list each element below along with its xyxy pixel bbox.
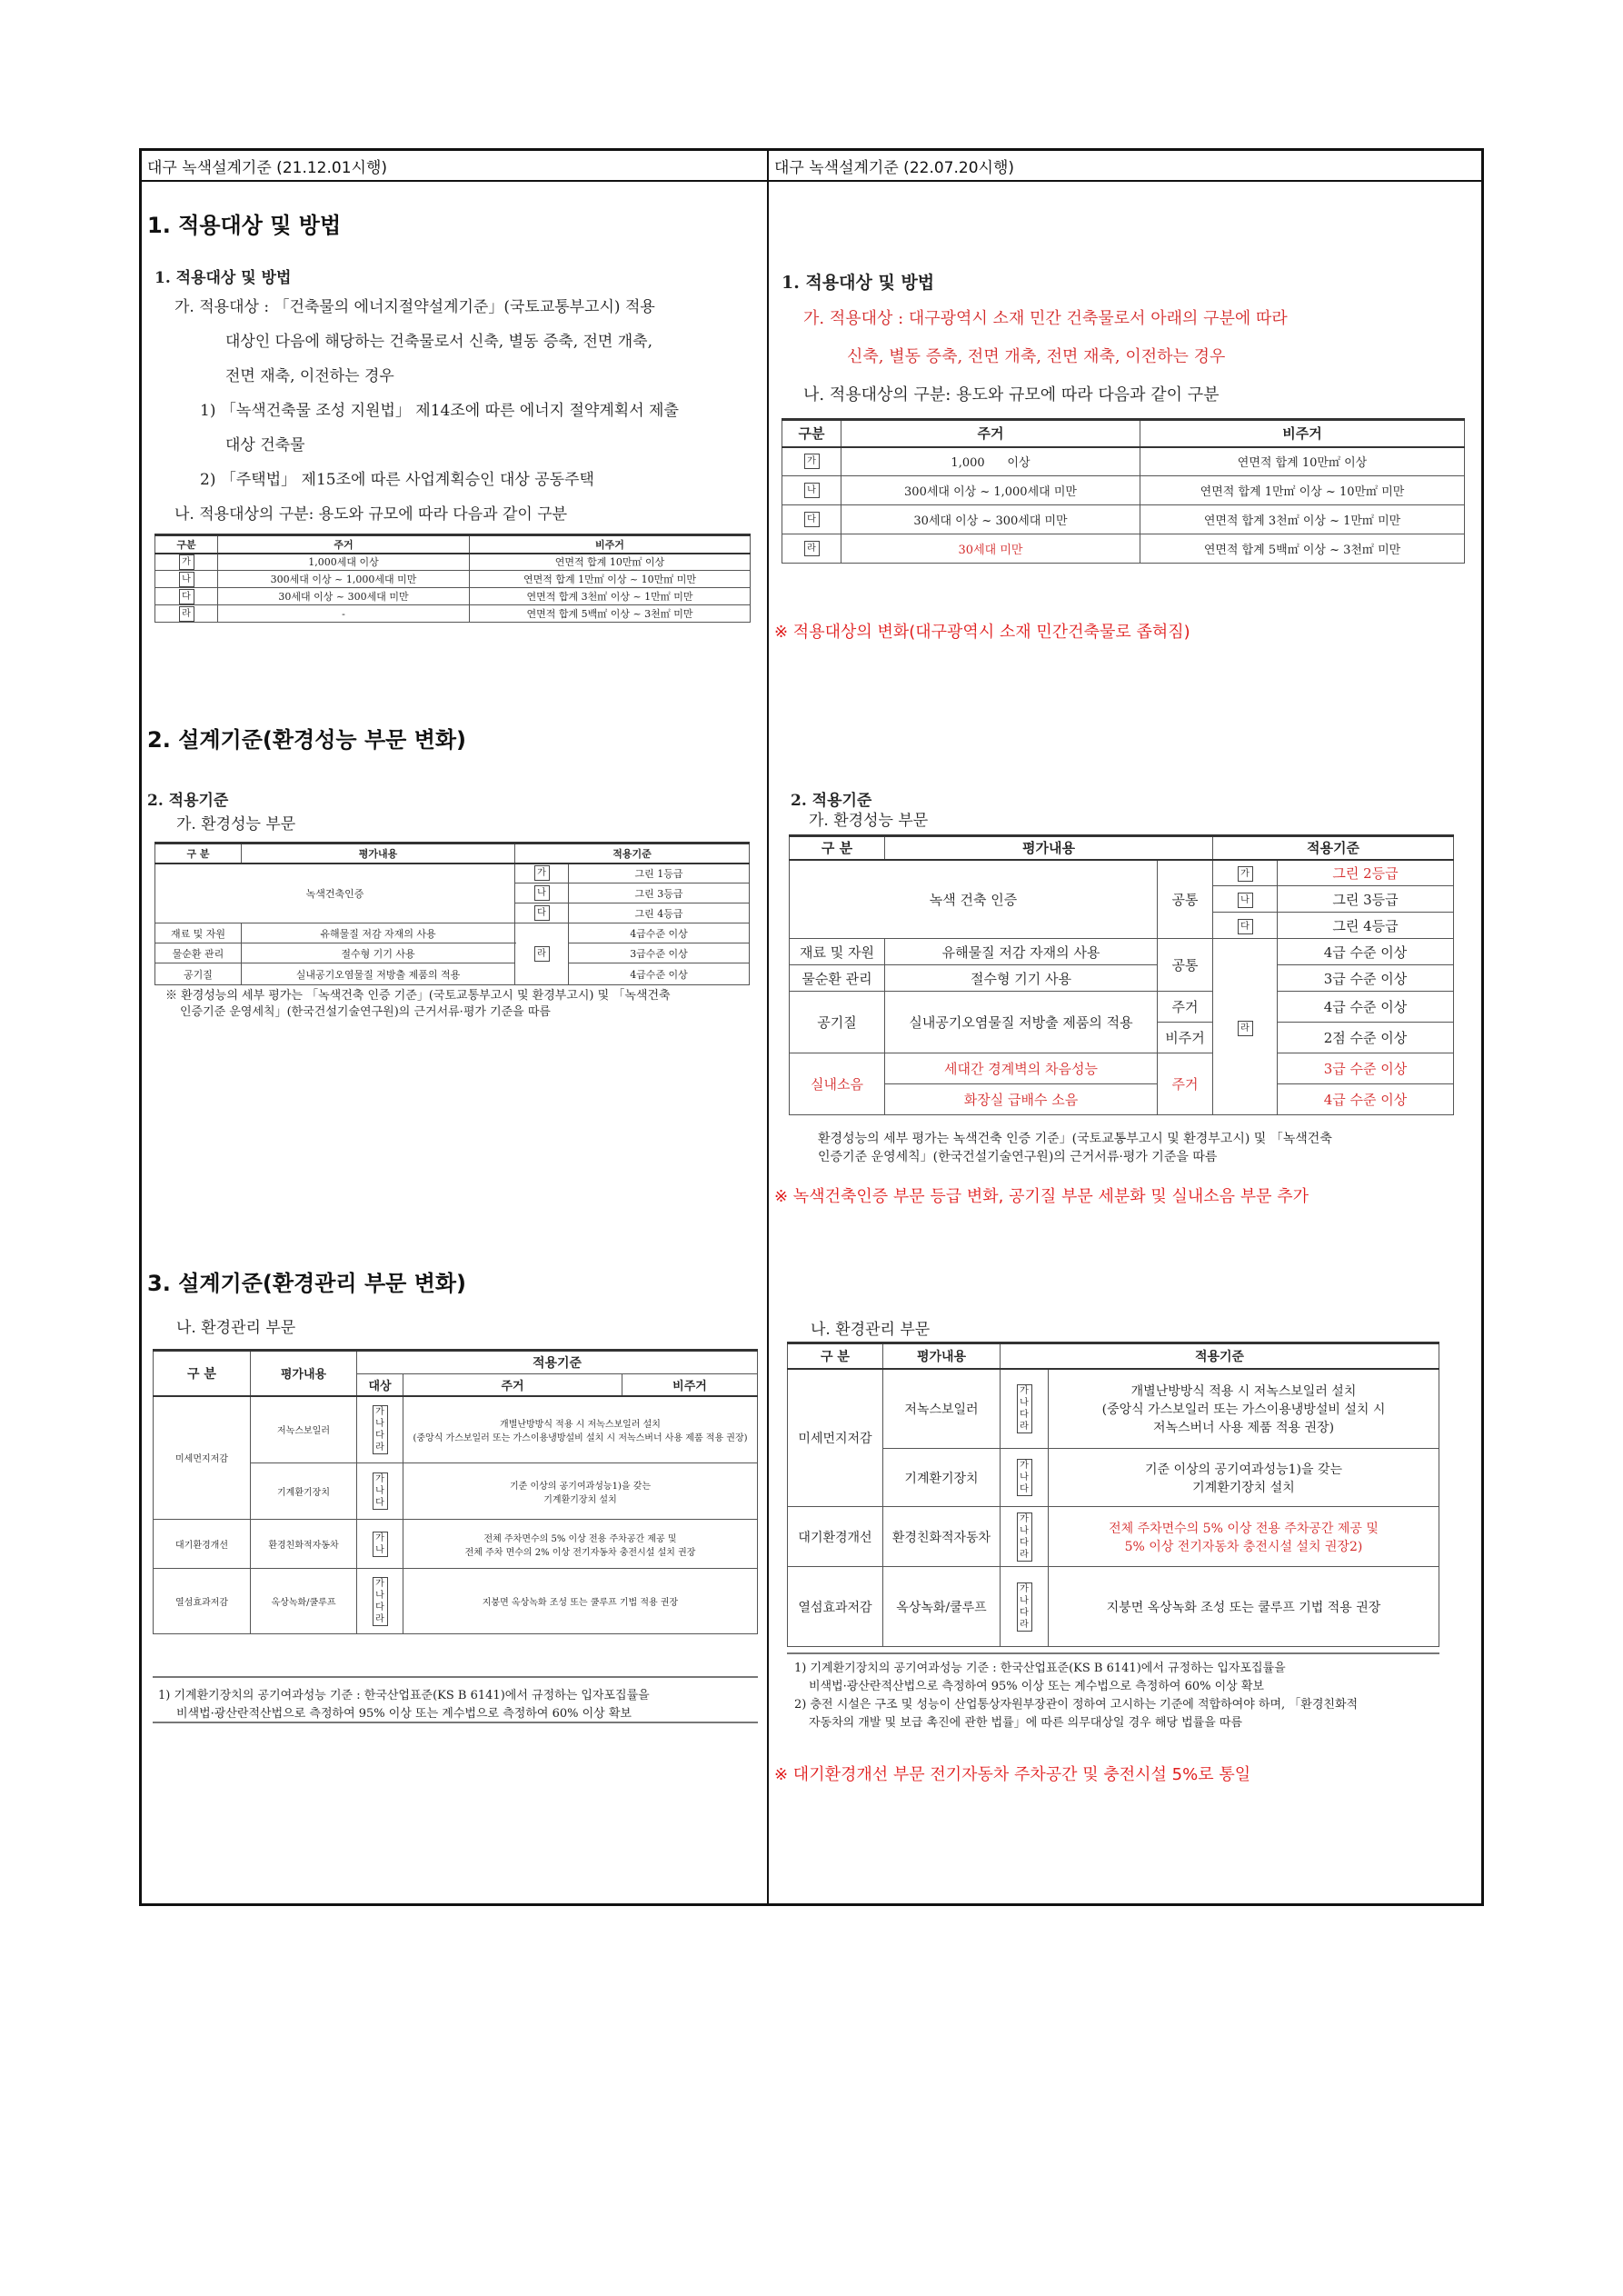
cell: 재료 및 자원 bbox=[790, 939, 885, 965]
right-s2-image bbox=[778, 787, 1478, 1169]
left-section-1-title: 1. 적용대상 및 방법 bbox=[147, 213, 342, 238]
target-marks: 가 나 다 bbox=[1017, 1459, 1032, 1496]
cell-line: 개별난방방식 적용 시 저녹스보일러 설치 bbox=[1130, 1383, 1357, 1399]
cell: 절수형 기기 사용 bbox=[242, 943, 515, 963]
grade-mark: 나 bbox=[804, 483, 820, 498]
target-marks: 가 나 다 라 bbox=[373, 1577, 388, 1626]
grade-mark: 가 bbox=[804, 454, 820, 469]
cell: 연면적 합계 10만㎡ 이상 bbox=[470, 554, 751, 571]
table-row bbox=[790, 1053, 1454, 1084]
cell: - bbox=[218, 605, 470, 623]
cell: 1,000세대 이상 bbox=[218, 554, 470, 571]
cell: 저녹스보일러 bbox=[251, 1396, 357, 1463]
cell-line: (중앙식 가스보일러 또는 가스이용냉방설비 설치 시 저녹스버너 사용 제품 적용 권장) bbox=[413, 1433, 748, 1443]
grade-mark: 라 bbox=[534, 946, 550, 962]
cell: 절수형 기기 사용 bbox=[885, 965, 1158, 992]
table-row bbox=[155, 571, 751, 588]
cell: 1,000 이상 bbox=[841, 447, 1140, 476]
grade-mark: 라 bbox=[804, 541, 820, 556]
right-s3-sub: 나. 환경관리 부문 bbox=[811, 1321, 931, 1339]
cell: 비주거 bbox=[1158, 1023, 1213, 1053]
right-s2-change-note: ※ 녹색건축인증 부문 등급 변화, 공기질 부문 세분화 및 실내소음 부문 추가 bbox=[774, 1187, 1309, 1206]
right-s3-change-note: ※ 대기환경개선 부문 전기자동차 주차공간 및 충전시설 5%로 통일 bbox=[774, 1765, 1251, 1784]
th-residential: 주거 bbox=[403, 1374, 622, 1396]
cell: 4급수준 이상 bbox=[569, 963, 750, 985]
cell: 환경친화적자동차 bbox=[251, 1520, 357, 1569]
table-row bbox=[155, 923, 750, 943]
left-s1-ga-line3: 전면 재축, 이전하는 경우 bbox=[225, 367, 394, 385]
cell: 화장실 급배수 소음 bbox=[885, 1084, 1158, 1115]
group-label: 열섬효과저감 bbox=[788, 1567, 883, 1647]
th-evaluation: 평가내용 bbox=[242, 844, 515, 863]
right-s1-change-note: ※ 적용대상의 변화(대구광역시 소재 민간건축물로 좁혀짐) bbox=[774, 623, 1190, 642]
grade-mark: 나 bbox=[1238, 893, 1253, 908]
left-s1-item1-line1: 1) 「녹색건축물 조성 지원법」 제14조에 따른 에너지 절약계획서 제출 bbox=[200, 402, 679, 420]
right-s1-ga-line2: 신축, 별동 증축, 전면 개축, 전면 재축, 이전하는 경우 bbox=[847, 347, 1226, 366]
table-row bbox=[788, 1507, 1439, 1567]
cell: 그린 4등급 bbox=[569, 903, 750, 923]
left-s2-heading: 2. 적용기준 bbox=[147, 792, 229, 810]
left-s3-image bbox=[149, 1314, 760, 1723]
table-row bbox=[788, 1567, 1439, 1647]
cell: 4급수준 이상 bbox=[569, 923, 750, 943]
cell-line: 기준 이상의 공기여과성능1)을 갖는 bbox=[1144, 1462, 1343, 1477]
th-category: 구 분 bbox=[154, 1351, 251, 1396]
target-marks: 가 나 다 라 bbox=[1017, 1384, 1032, 1433]
cell: 기계환기장치 bbox=[251, 1463, 357, 1520]
left-s1-image bbox=[153, 265, 752, 692]
grade-mark: 가 bbox=[179, 554, 194, 570]
cell-line: 기계환기장치 설치 bbox=[1192, 1480, 1295, 1495]
grade-mark: 다 bbox=[534, 905, 550, 921]
th-standard: 적용기준 bbox=[515, 844, 750, 863]
right-s1-na: 나. 적용대상의 구분: 용도와 규모에 따라 다음과 같이 구분 bbox=[803, 385, 1220, 404]
table-row bbox=[782, 505, 1465, 534]
grade-mark: 다 bbox=[1238, 919, 1253, 934]
cell: 4급 수준 이상 bbox=[1278, 992, 1454, 1023]
cell: 그린 2등급 bbox=[1278, 860, 1454, 886]
th-standard: 적용기준 bbox=[1001, 1343, 1439, 1369]
cell: 3급수준 이상 bbox=[569, 943, 750, 963]
th-category: 구 분 bbox=[788, 1343, 883, 1369]
left-s2-table bbox=[154, 842, 750, 985]
cell: 연면적 합계 1만㎡ 이상 ~ 10만㎡ 미만 bbox=[470, 571, 751, 588]
table-row bbox=[155, 588, 751, 605]
th-evaluation: 평가내용 bbox=[885, 836, 1213, 860]
cell: 300세대 이상 ~ 1,000세대 미만 bbox=[218, 571, 470, 588]
footnote-rule bbox=[153, 1676, 758, 1678]
cell: 3급 수준 이상 bbox=[1278, 1053, 1454, 1084]
left-s2-note1: ※ 환경성능의 세부 평가는 「녹색건축 인증 기준」(국토교통부고시 및 환경부고시) 및 「녹색건축 bbox=[165, 989, 671, 1003]
group-label: 미세먼지저감 bbox=[788, 1369, 883, 1507]
cell: 30세대 이상 ~ 300세대 미만 bbox=[218, 588, 470, 605]
left-s3-table bbox=[153, 1349, 758, 1634]
table-row bbox=[790, 860, 1454, 886]
grade-mark: 나 bbox=[179, 572, 194, 587]
th-standard: 적용기준 bbox=[357, 1351, 758, 1374]
group-label: 미세먼지저감 bbox=[154, 1396, 251, 1520]
cell: 세대간 경계벽의 차음성능 bbox=[885, 1053, 1158, 1084]
cell: 실내공기오염물질 저방출 제품의 적용 bbox=[242, 963, 515, 985]
cell: 30세대 미만 bbox=[841, 534, 1140, 564]
left-s1-table bbox=[154, 534, 751, 623]
cell-line: 전체 주차면수의 5% 이상 전용 주차공간 제공 및 bbox=[483, 1533, 677, 1544]
table-row bbox=[790, 992, 1454, 1023]
left-s1-item1-line2: 대상 건축물 bbox=[225, 436, 305, 454]
th-category: 구 분 bbox=[155, 844, 242, 863]
cell: 연면적 합계 1만㎡ 이상 ~ 10만㎡ 미만 bbox=[1140, 476, 1465, 505]
table-row bbox=[154, 1520, 758, 1569]
cell: 연면적 합계 10만㎡ 이상 bbox=[1140, 447, 1465, 476]
cert-label: 녹색건축인증 bbox=[155, 863, 515, 923]
right-s3-footnote4: 자동차의 개발 및 보급 촉진에 관한 법률」에 따른 의무대상일 경우 해당 법률을 따름 bbox=[809, 1716, 1243, 1730]
cell-line: 전체 주차 면수의 2% 이상 전기자동차 충전시설 설치 권장 bbox=[464, 1547, 696, 1558]
table-row bbox=[790, 965, 1454, 992]
cell: 환경친화적자동차 bbox=[883, 1507, 1001, 1567]
left-s3-sub: 나. 환경관리 부문 bbox=[176, 1319, 296, 1337]
table-row bbox=[782, 447, 1465, 476]
cell: 그린 4등급 bbox=[1278, 913, 1454, 939]
left-s1-na: 나. 적용대상의 구분: 용도와 규모에 따라 다음과 같이 구분 bbox=[174, 505, 568, 524]
right-s1-ga-line1: 가. 적용대상 : 대구광역시 소재 민간 건축물로서 아래의 구분에 따라 bbox=[803, 309, 1288, 328]
table-row bbox=[155, 943, 750, 963]
cell: 지붕면 옥상녹화 조성 또는 쿨루프 기법 적용 권장 bbox=[1049, 1567, 1439, 1647]
right-s2-heading: 2. 적용기준 bbox=[791, 792, 872, 810]
grade-mark: 다 bbox=[179, 589, 194, 604]
cell: 2점 수준 이상 bbox=[1278, 1023, 1454, 1053]
right-s1-heading: 1. 적용대상 및 방법 bbox=[782, 273, 935, 293]
table-row bbox=[155, 605, 751, 623]
th-standard: 적용기준 bbox=[1213, 836, 1454, 860]
left-s2-sub: 가. 환경성능 부문 bbox=[176, 815, 296, 834]
left-column-header: 대구 녹색설계기준 (21.12.01시행) bbox=[147, 159, 387, 177]
cell: 3급 수준 이상 bbox=[1278, 965, 1454, 992]
cell: 재료 및 자원 bbox=[155, 923, 242, 943]
th-category: 구분 bbox=[782, 420, 841, 447]
left-section-2-title: 2. 설계기준(환경성능 부문 변화) bbox=[147, 727, 467, 753]
grade-mark: 가 bbox=[1238, 866, 1253, 882]
cell: 4급 수준 이상 bbox=[1278, 1084, 1454, 1115]
table-row bbox=[154, 1569, 758, 1634]
right-s2-sub: 가. 환경성능 부문 bbox=[809, 812, 929, 830]
left-s2-note2: 인증기준 운영세칙」(한국건설기술연구원)의 근거서류·평가 기준을 따름 bbox=[180, 1005, 551, 1019]
cell: 옥상녹화/쿨루프 bbox=[883, 1567, 1001, 1647]
grade-mark: 다 bbox=[804, 512, 820, 527]
cell: 옥상녹화/쿨루프 bbox=[251, 1569, 357, 1634]
right-s2-table bbox=[789, 834, 1454, 1115]
th-residential: 주거 bbox=[218, 535, 470, 554]
cell-line: 전체 주차면수의 5% 이상 전용 주차공간 제공 및 bbox=[1109, 1521, 1379, 1536]
column-divider bbox=[767, 151, 769, 1903]
common-label: 공통 bbox=[1158, 860, 1213, 939]
table-row bbox=[782, 534, 1465, 564]
cell: 지붕면 옥상녹화 조성 또는 쿨루프 기법 적용 권장 bbox=[403, 1569, 758, 1634]
th-nonresidential: 비주거 bbox=[622, 1374, 758, 1396]
cell: 물순환 관리 bbox=[790, 965, 885, 992]
grade-mark: 라 bbox=[179, 606, 194, 622]
left-s1-heading: 1. 적용대상 및 방법 bbox=[154, 269, 292, 287]
cell: 300세대 이상 ~ 1,000세대 미만 bbox=[841, 476, 1140, 505]
cell-line: 저녹스버너 사용 제품 적용 권장) bbox=[1152, 1420, 1335, 1435]
cell: 유해물질 저감 자재의 사용 bbox=[242, 923, 515, 943]
target-marks: 가 나 bbox=[373, 1532, 388, 1557]
left-s1-ga-line1: 가. 적용대상 : 「건축물의 에너지절약설계기준」(국토교통부고시) 적용 bbox=[174, 298, 655, 316]
target-marks: 가 나 다 bbox=[373, 1472, 388, 1510]
cell-line: 개별난방방식 적용 시 저녹스보일러 설치 bbox=[500, 1419, 661, 1430]
cell: 공기질 bbox=[155, 963, 242, 985]
right-s3-footnote3: 2) 충전 시설은 구조 및 성능이 산업통상자원부장관이 정하여 고시하는 기준에 적합하여야 하며, 「환경친화적 bbox=[794, 1698, 1359, 1712]
target-marks: 가 나 다 라 bbox=[373, 1405, 388, 1454]
right-s3-footnote1: 1) 기계환기장치의 공기여과성능 기준 : 한국산업표준(KS B 6141)에서 규정하는 입자포집률을 bbox=[794, 1662, 1286, 1675]
cell-line: (중앙식 가스보일러 또는 가스이용냉방설비 설치 시 bbox=[1101, 1402, 1386, 1417]
header-divider bbox=[142, 180, 1481, 182]
footnote-rule bbox=[153, 1722, 758, 1723]
right-s1-image bbox=[776, 260, 1476, 598]
left-s3-footnote1: 1) 기계환기장치의 공기여과성능 기준 : 한국산업표준(KS B 6141)에서 규정하는 입자포집률을 bbox=[158, 1689, 650, 1702]
cell: 연면적 합계 5백㎡ 이상 ~ 3천㎡ 미만 bbox=[1140, 534, 1465, 564]
right-s2-note2: 인증기준 운영세칙」(한국건설기술연구원)의 근거서류·평가 기준을 따름 bbox=[818, 1150, 1218, 1164]
th-evaluation: 평가내용 bbox=[883, 1343, 1001, 1369]
cell-line: 기계환기장치 설치 bbox=[543, 1494, 617, 1505]
right-s1-table bbox=[782, 418, 1465, 564]
cell: 공기질 bbox=[790, 992, 885, 1053]
left-section-3-title: 3. 설계기준(환경관리 부문 변화) bbox=[147, 1271, 467, 1296]
table-row bbox=[788, 1369, 1439, 1449]
right-s3-image bbox=[778, 1316, 1479, 1742]
group-label: 열섬효과저감 bbox=[154, 1569, 251, 1634]
table-row bbox=[155, 963, 750, 985]
table-row bbox=[154, 1396, 758, 1463]
th-residential: 주거 bbox=[841, 420, 1140, 447]
cell: 주거 bbox=[1158, 1053, 1213, 1115]
table-row bbox=[790, 939, 1454, 965]
cell-line: 기준 이상의 공기여과성능1)을 갖는 bbox=[509, 1481, 652, 1492]
footnote-rule bbox=[787, 1652, 1439, 1654]
cell: 연면적 합계 5백㎡ 이상 ~ 3천㎡ 미만 bbox=[470, 605, 751, 623]
cell: 주거 bbox=[1158, 992, 1213, 1023]
cell: 연면적 합계 3천㎡ 이상 ~ 1만㎡ 미만 bbox=[470, 588, 751, 605]
left-s1-item2: 2) 「주택법」 제15조에 따른 사업계획승인 대상 공동주택 bbox=[200, 471, 594, 489]
comparison-table bbox=[139, 148, 1484, 1906]
table-row bbox=[155, 863, 750, 883]
th-category: 구분 bbox=[155, 535, 218, 554]
left-s2-image bbox=[147, 787, 756, 1019]
cell: 그린 3등급 bbox=[569, 883, 750, 903]
th-nonresidential: 비주거 bbox=[1140, 420, 1465, 447]
left-s3-footnote2: 비색법·광산란적산법으로 측정하여 95% 이상 또는 계수법으로 측정하여 60% 이상 확보 bbox=[176, 1707, 632, 1721]
right-column-header: 대구 녹색설계기준 (22.07.20시행) bbox=[774, 159, 1014, 177]
cell: 기계환기장치 bbox=[883, 1449, 1001, 1507]
th-target: 대상 bbox=[357, 1374, 403, 1396]
cell: 연면적 합계 3천㎡ 이상 ~ 1만㎡ 미만 bbox=[1140, 505, 1465, 534]
target-marks: 가 나 다 라 bbox=[1017, 1512, 1032, 1562]
cell: 실내공기오염물질 저방출 제품의 적용 bbox=[885, 992, 1158, 1053]
group-label: 대기환경개선 bbox=[788, 1507, 883, 1567]
table-row bbox=[790, 1084, 1454, 1115]
grade-mark: 라 bbox=[1238, 1021, 1253, 1036]
cert-label: 녹색 건축 인증 bbox=[790, 860, 1158, 939]
cell: 그린 1등급 bbox=[569, 863, 750, 883]
cell-line: 5% 이상 전기자동차 충전시설 설치 권장2) bbox=[1124, 1539, 1363, 1554]
th-nonresidential: 비주거 bbox=[470, 535, 751, 554]
target-marks: 가 나 다 라 bbox=[1017, 1582, 1032, 1632]
th-category: 구 분 bbox=[790, 836, 885, 860]
cell: 실내소음 bbox=[790, 1053, 885, 1115]
common-label: 공통 bbox=[1158, 939, 1213, 992]
th-evaluation: 평가내용 bbox=[251, 1351, 357, 1396]
table-row bbox=[788, 1449, 1439, 1507]
right-s3-footnote2: 비색법·광산란적산법으로 측정하여 95% 이상 또는 계수법으로 측정하여 60% 이상 확보 bbox=[809, 1680, 1264, 1693]
right-s2-note1: 환경성능의 세부 평가는 녹색건축 인증 기준」(국토교통부고시 및 환경부고시) 및 「녹색건축 bbox=[818, 1132, 1332, 1146]
cell: 저녹스보일러 bbox=[883, 1369, 1001, 1449]
group-label: 대기환경개선 bbox=[154, 1520, 251, 1569]
cell: 유해물질 저감 자재의 사용 bbox=[885, 939, 1158, 965]
table-row bbox=[155, 554, 751, 571]
cell: 그린 3등급 bbox=[1278, 886, 1454, 913]
table-row bbox=[782, 476, 1465, 505]
right-s3-table bbox=[787, 1342, 1439, 1647]
grade-mark: 가 bbox=[534, 865, 550, 881]
left-s1-ga-line2: 대상인 다음에 해당하는 건축물로서 신축, 별동 증축, 전면 개축, bbox=[225, 333, 652, 351]
cell: 30세대 이상 ~ 300세대 미만 bbox=[841, 505, 1140, 534]
cell: 4급 수준 이상 bbox=[1278, 939, 1454, 965]
cell: 물순환 관리 bbox=[155, 943, 242, 963]
grade-mark: 나 bbox=[534, 885, 550, 901]
